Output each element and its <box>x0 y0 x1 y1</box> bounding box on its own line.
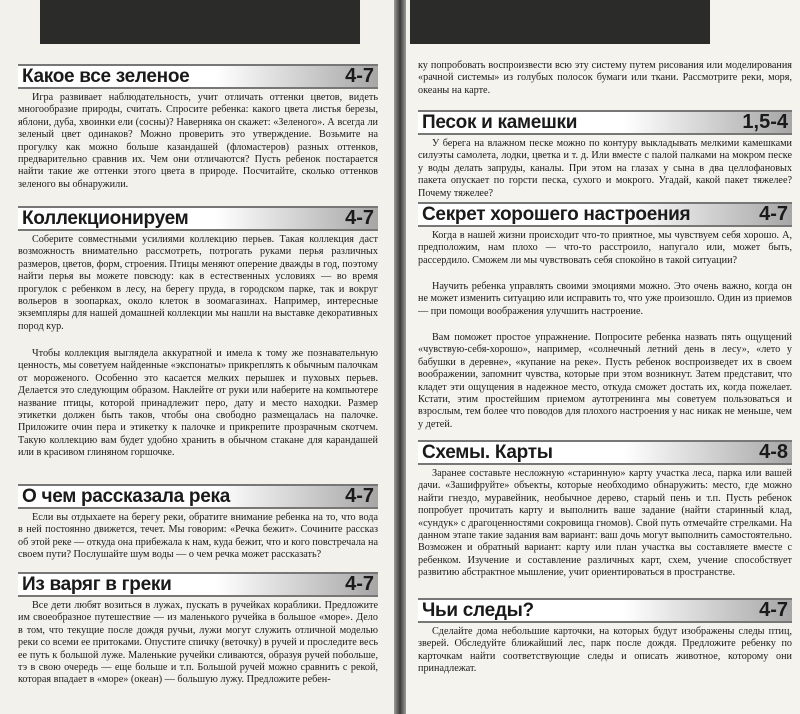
section-header <box>418 440 792 465</box>
section-text: У берега на влажном песке можно по контуру выкладывать мелкими камешками силуэты самолета, лодки, цветка и т. д. Или вместе с палой палками на мокром песке у воды делать запруды, каналы. При этом на глазах у сына в два целлофановых пакета опускает по горсти песка, сухого и мокрого. Угадай, какой пакет тяжелее? Почему тяжелее? <box>418 138 792 199</box>
section-title: Чьи следы? <box>422 599 534 621</box>
section-sand <box>418 110 792 200</box>
continuation <box>418 60 792 98</box>
section-text: Сделайте дома небольшие карточки, на которых будут изображены следы птиц, зверей. Обследуйте ближайший лес, парк после дождя. Предложите ребенку по карточкам найти соответствующие следы и описать животное, которому они принадлежат. <box>418 626 792 675</box>
section-title: Коллекционируем <box>22 207 189 229</box>
section-text: Чтобы коллекция выглядела аккуратной и имела к тому же познавательную ценность, мы советуем найденные «экспонаты» прикреплять к обычным палочкам от мороженого. Особенно это касается мелких перышек и пуховых перьев. Делается это следующим образом. Наклейте от руки или наберите на компьютере название птицы, которой принадлежит перо, дату и место находки. Размер этикетки должен быть таков, чтобы она свободно размещалась на палочке. Приложите очин пера и этикетку к палочке и прикрепите прозрачным скотчем. Такую коллекцию вам будет удобно хранить в обычном стакане для карандашей или в красивом глиняном горшочке. <box>18 348 378 459</box>
page-top-shadow <box>410 0 710 44</box>
section-tracks <box>418 598 792 688</box>
section-header <box>418 598 792 623</box>
age-range: 4-7 <box>345 485 374 507</box>
section-header <box>418 110 792 135</box>
section-mood <box>418 202 792 444</box>
section-text: Все дети любят возиться в лужах, пускать в ручейках кораблики. Предложите им своеобразное путешествие — из маленького ручейка в большое «море». Дело в том, что текущие после дождя ручьи, лужи могут служить отличной моделью реки со всеми ее притоками. Опустите спичку (веточку) в ручей и проследите весь ее путь к большой луже. Маленькие ручейки сливаются, образуя ручей побольше, тэ в свою очередь — еще больше и т.п. Большой ручей можно сравнить с рекой, которая впадает в «море» (океан) — большую лужу. Предложите ребен- <box>18 600 378 686</box>
age-range: 4-7 <box>345 65 374 87</box>
section-text: Вам поможет простое упражнение. Попросите ребенка назвать пять ощущений «чувствую-себя-хорошо», например, «солнечный летний день в лесу», «лето у бабушки в деревне», «купание на реке». Пусть ребенок воспроизведет их в своем воображении, запомнит чувства, которые при этом возникнут. Затем представит, что кладет эти ощущения в надежное место, откуда сможет достать их, когда пожелает. Кстати, этим простейшим приемом аутотренинга мы советуем пользоваться и взрослым, тем более что поводов для плохого настроения у нас никак не меньше, чем у детей. <box>418 332 792 430</box>
age-range: 4-7 <box>759 599 788 621</box>
section-text: Заранее составьте несложную «старинную» карту участка леса, парка или вашей дачи. «Зашифруйте» объекты, которые необходимо обнаружить: место, где можно найти гнездо, муравейник, необычное дерево, старый пень и т.п. Пусть ребенок попробует прочитать карту и выполнить ваше задание (найти старинный клад, «сундук» с драгоценностями сокровища гномов). Свой путь отмечайте стрелками. На данном этапе такие задания вам вариант: ваш дочь могут выполнить самостоятельно. Возможен и обратный вариант: карту или план участка вы составляете вместе с ребенком. Изучение и составление различных карт, схем, учение способствует развитию абстрактное мышление, учит ориентироваться в пространстве. <box>418 468 792 579</box>
age-range: 4-7 <box>345 573 374 595</box>
book-gutter <box>394 0 406 714</box>
continuation-text: ку попробовать воспроизвести всю эту систему путем рисования или моделирования «рачной системы» из голубых полосок бумаги или ткани. Рассмотрите реки, моря, океаны на карте. <box>418 60 792 96</box>
section-text: Когда в нашей жизни происходит что-то приятное, мы чувствуем себя хорошо. А, предположим, нам плохо — что-то расстроило, напугало или, может быть, рассердило. Сможем ли мы чувствовать себя спокойно в такой ситуации? <box>418 230 792 266</box>
age-range: 4-7 <box>345 207 374 229</box>
section-title: Какое все зеленое <box>22 65 190 87</box>
section-river <box>18 484 378 574</box>
age-range: 4-7 <box>759 203 788 225</box>
section-text: Соберите совместными усилиями коллекцию перьев. Такая коллекция даст возможность внимательно рассмотреть, потрогать руками перья различных размеров, цветов, форм, строения. Птицы меняют оперение дважды в год, поэтому найти перья вы можете повсюду: как в естественных условиях — во время прогулок с ребенком в лесу, на берегу пруда, в городском парке, так и вокруг вольеров в зоопарках, около клеток в зоомагазинах. Например, интересные экземпляры для нашей домашней коллекции мы нашли на выставке декоративных пород кур. <box>18 234 378 332</box>
age-range: 4-8 <box>759 441 788 463</box>
section-title: Схемы. Карты <box>422 441 553 463</box>
page-top-shadow <box>40 0 360 44</box>
section-header <box>418 202 792 227</box>
section-header <box>18 484 378 509</box>
section-title: Секрет хорошего настроения <box>422 203 691 225</box>
section-text: Если вы отдыхаете на берегу реки, обратите внимание ребенка на то, что вода в ней постоянно движется, течет. Мы говорим: «Речка бежит». Сочините рассказ об этой реке — откуда она прибежала к нам, куда бежит, что и кого повстречала на своем пути? Послушайте шум воды — о чем речка может рассказать? <box>18 512 378 561</box>
right-page <box>406 0 800 714</box>
section-title: О чем рассказала река <box>22 485 230 507</box>
section-header <box>18 572 378 597</box>
left-page <box>0 0 394 714</box>
section-text: Научить ребенка управлять своими эмоциями можно. Это очень важно, когда он не может изменить ситуацию или исправить то, что уже произошло. Один из приемов — при помощи воображения улучшить настроение. <box>418 281 792 317</box>
section-title: Песок и камешки <box>422 111 578 133</box>
section-title: Из варяг в греки <box>22 573 172 595</box>
section-header <box>18 206 378 231</box>
section-maps <box>418 440 792 592</box>
section-text: Игра развивает наблюдательность, учит отличать оттенки цветов, видеть многообразие природы, считать. Спросите ребенка: какого цвета листья березы, яблони, дуба, хвоинки ели (сосны)? Наверняка он скажет: «Зеленого». А всегда ли зеленый цвет одинаков? Можно проверить это утверждение. Возьмите на прогулку как можно больше казандашей (фломастеров) разных оттенков, предварительно сравнив их. Чем они отличаются? Пусть ребенок постарается найти такие же оттенки этого цвета в природе. Посчитайте, сколько оттенков зеленого вы обнаружили. <box>18 92 378 190</box>
section-header <box>18 64 378 89</box>
section-varangians <box>18 572 378 712</box>
section-green <box>18 64 378 204</box>
age-range: 1,5-4 <box>742 111 788 133</box>
section-collect <box>18 206 378 460</box>
